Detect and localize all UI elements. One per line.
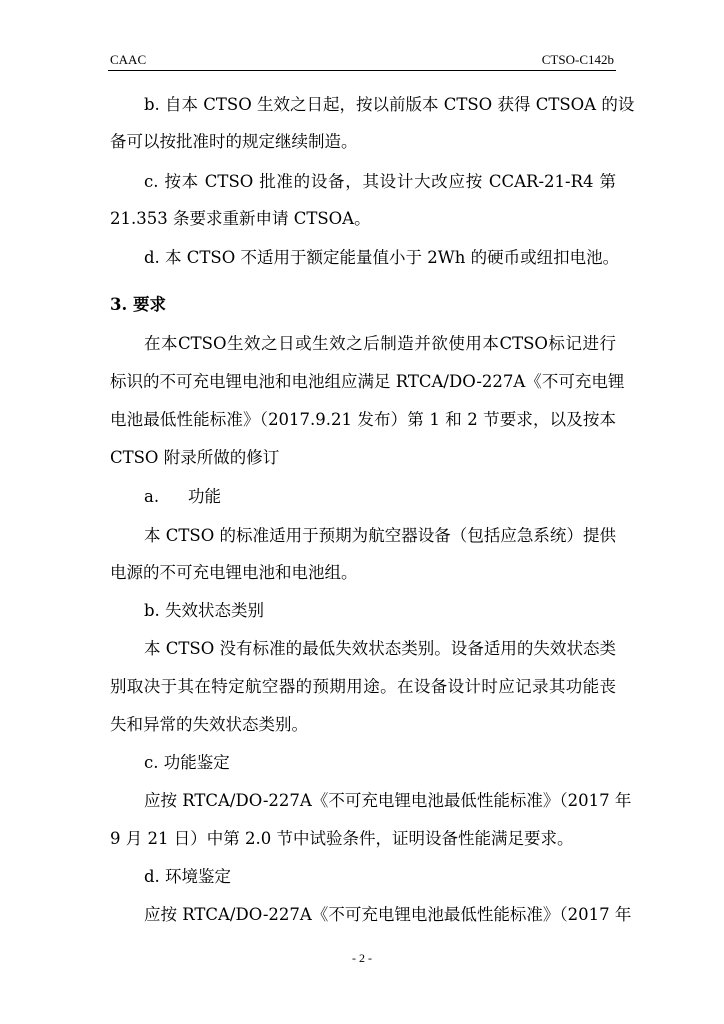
failure-para-line-2: 别取决于其在特定航空器的预期用途。在设备设计时应记录其功能丧	[110, 677, 616, 696]
para-c-line-1: c. 按本 CTSO 批准的设备，其设计大改应按 CCAR-21-R4 第	[144, 172, 616, 191]
req-para-line-4: CTSO 附录所做的修订	[110, 448, 280, 467]
req-para-line-1: 在本CTSO生效之日或生效之后制造并欲使用本CTSO标记进行	[144, 334, 616, 353]
page-number: - 2 -	[352, 951, 372, 965]
header-org: CAAC	[110, 52, 147, 67]
failure-para-line-3: 失和异常的失效状态类别。	[110, 715, 308, 734]
subsection-d-heading: d. 环境鉴定	[144, 867, 232, 886]
para-c-line-2: 21.353 条要求重新申请 CTSOA。	[110, 209, 371, 228]
header-doc-id: CTSO-C142b	[541, 52, 614, 67]
para-d-line-1: d. 本 CTSO 不适用于额定能量值小于 2Wh 的硬币或纽扣电池。	[144, 248, 620, 267]
subsection-a-heading	[144, 486, 616, 508]
function-para-line-2: 电源的不可充电锂电池和电池组。	[110, 563, 358, 582]
functional-qual-line-1: 应按 RTCA/DO-227A《不可充电锂电池最低性能标准》（2017 年	[144, 791, 632, 810]
subsection-a-label: a.	[144, 487, 160, 506]
req-para-line-3: 电池最低性能标准》（2017.9.21 发布）第 1 和 2 节要求，以及按本	[110, 410, 616, 429]
environmental-qual-line-1: 应按 RTCA/DO-227A《不可充电锂电池最低性能标准》（2017 年	[144, 905, 632, 924]
header-divider	[108, 70, 616, 71]
subsection-c-heading: c. 功能鉴定	[144, 753, 230, 772]
para-b-line-1: b. 自本 CTSO 生效之日起，按以前版本 CTSO 获得 CTSOA 的设	[144, 95, 635, 114]
req-para-line-2: 标识的不可充电锂电池和电池组应满足 RTCA/DO-227A《不可充电锂	[110, 372, 625, 391]
failure-para-line-1: 本 CTSO 没有标准的最低失效状态类别。设备适用的失效状态类	[144, 639, 616, 658]
subsection-a-title: 功能	[188, 487, 221, 506]
functional-qual-line-2: 9 月 21 日）中第 2.0 节中试验条件，证明设备性能满足要求。	[110, 829, 574, 848]
para-b-line-2: 备可以按批准时的规定继续制造。	[110, 132, 358, 151]
subsection-b-heading: b. 失效状态类别	[144, 601, 265, 620]
function-para-line-1: 本 CTSO 的标准适用于预期为航空器设备（包括应急系统）提供	[144, 526, 616, 545]
section-3-heading: 3. 要求	[110, 295, 166, 314]
